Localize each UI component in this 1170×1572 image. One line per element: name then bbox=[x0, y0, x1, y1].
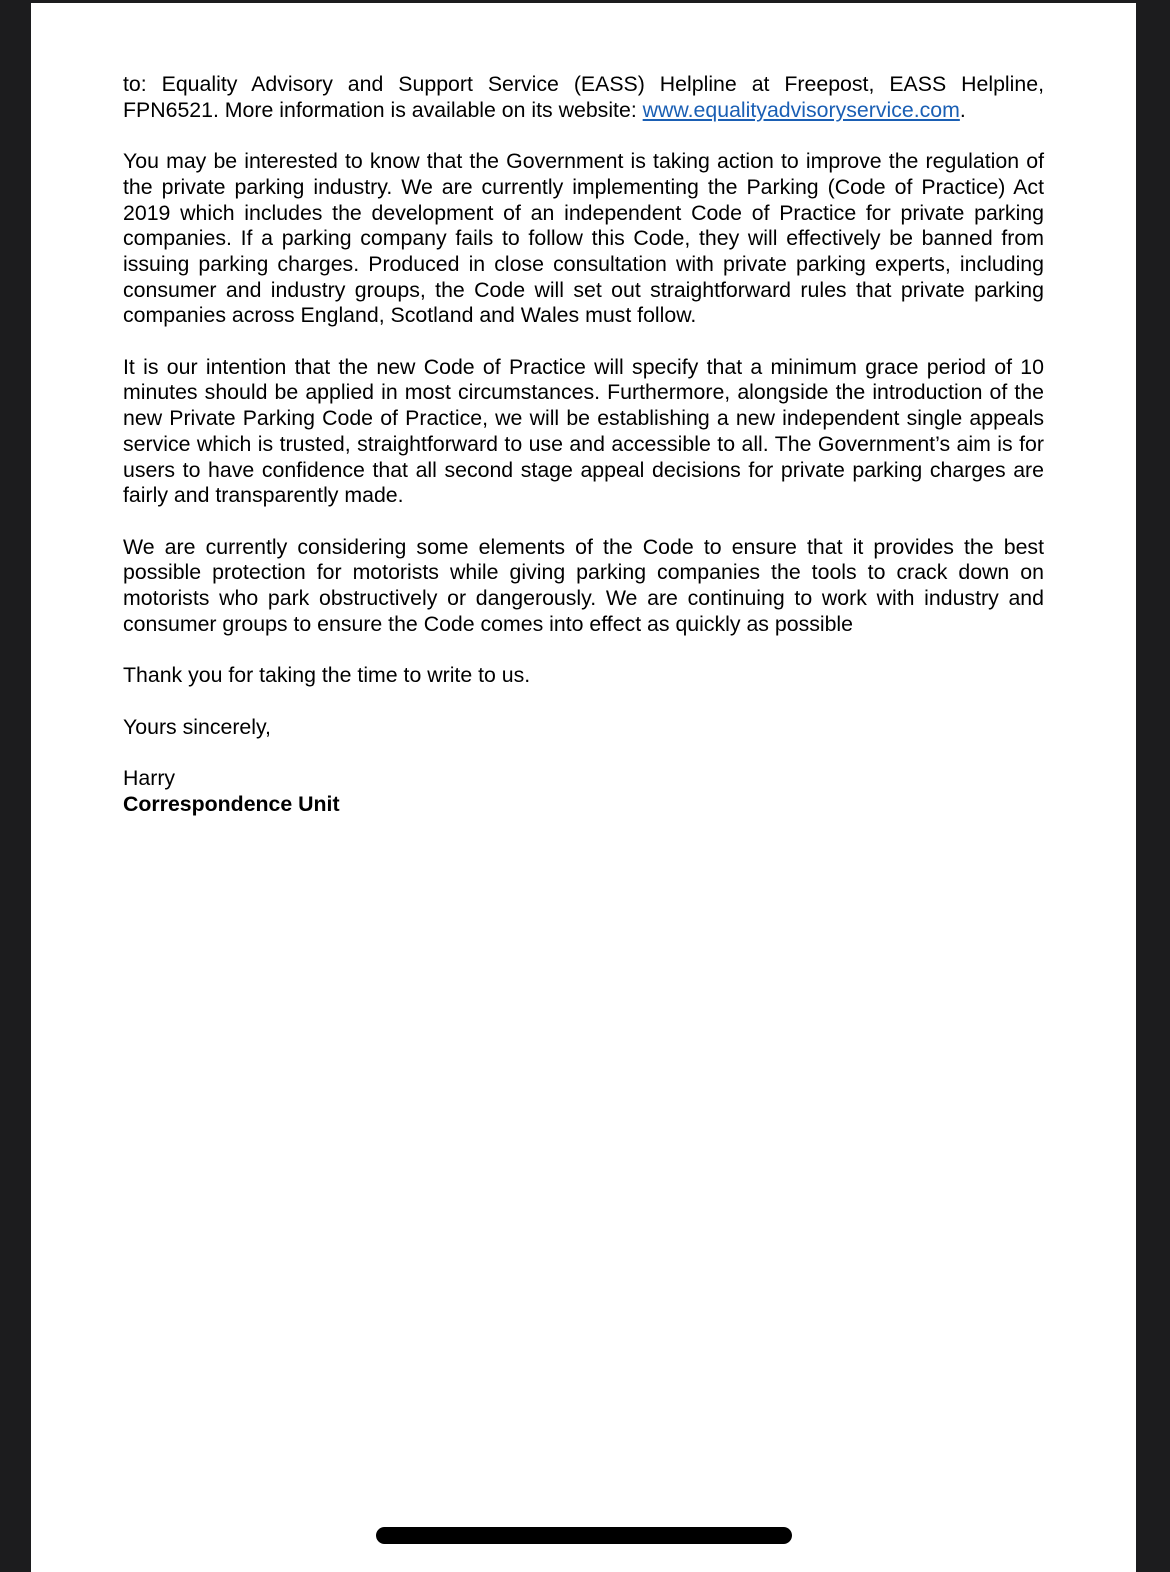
paragraph-government-action: You may be interested to know that the Government is taking action to improve the regulation of the private parking industry. We are currently implementing the Parking (Code of Practice) Act 2019 which includes the development of an independent Code of Practice for private parking companies. If a parking company fails to follow this Code, they will effectively be banned from issuing parking charges. Produced in close consultation with private parking experts, including consumer and industry groups, the Code will set out straightforward rules that private parking companies across England, Scotland and Wales must follow. bbox=[123, 149, 1044, 328]
home-indicator-bar[interactable] bbox=[376, 1527, 792, 1544]
paragraph-grace-period: It is our intention that the new Code of Practice will specify that a minimum grace period of 10 minutes should be applied in most circumstances. Furthermore, alongside the introduction of the new Private Parking Code of Practice, we will be establishing a new independent single appeals service which is trusted, straightforward to use and accessible to all. The Government’s aim is for users to have confidence that all second stage appeal decisions for private parking charges are fairly and transparently made. bbox=[123, 354, 1044, 508]
eass-info-end: . bbox=[959, 97, 966, 122]
letter-body bbox=[123, 72, 1044, 843]
signature-name: Harry bbox=[123, 765, 176, 790]
document-page[interactable] bbox=[31, 3, 1136, 1572]
closing-line: Yours sincerely, bbox=[123, 714, 271, 739]
paragraph-eass-info bbox=[123, 72, 1044, 123]
signature-block bbox=[123, 766, 1044, 817]
eass-info-text: to: Equality Advisory and Support Service (EASS) Helpline at Freepost, EASS Helpline, FPN6521. More information is available on its website: bbox=[123, 72, 1044, 122]
paragraph-thanks: Thank you for taking the time to write to us. bbox=[123, 663, 531, 688]
eass-website-link[interactable]: www.equalityadvisoryservice.com bbox=[642, 97, 960, 122]
signature-unit: Correspondence Unit bbox=[123, 791, 340, 816]
paragraph-code-elements: We are currently considering some elements of the Code to ensure that it provides the best possible protection for motorists while giving parking companies the tools to crack down on motorists who park obstructively or dangerously. We are continuing to work with industry and consumer groups to ensure the Code comes into effect as quickly as possible bbox=[123, 534, 1044, 636]
